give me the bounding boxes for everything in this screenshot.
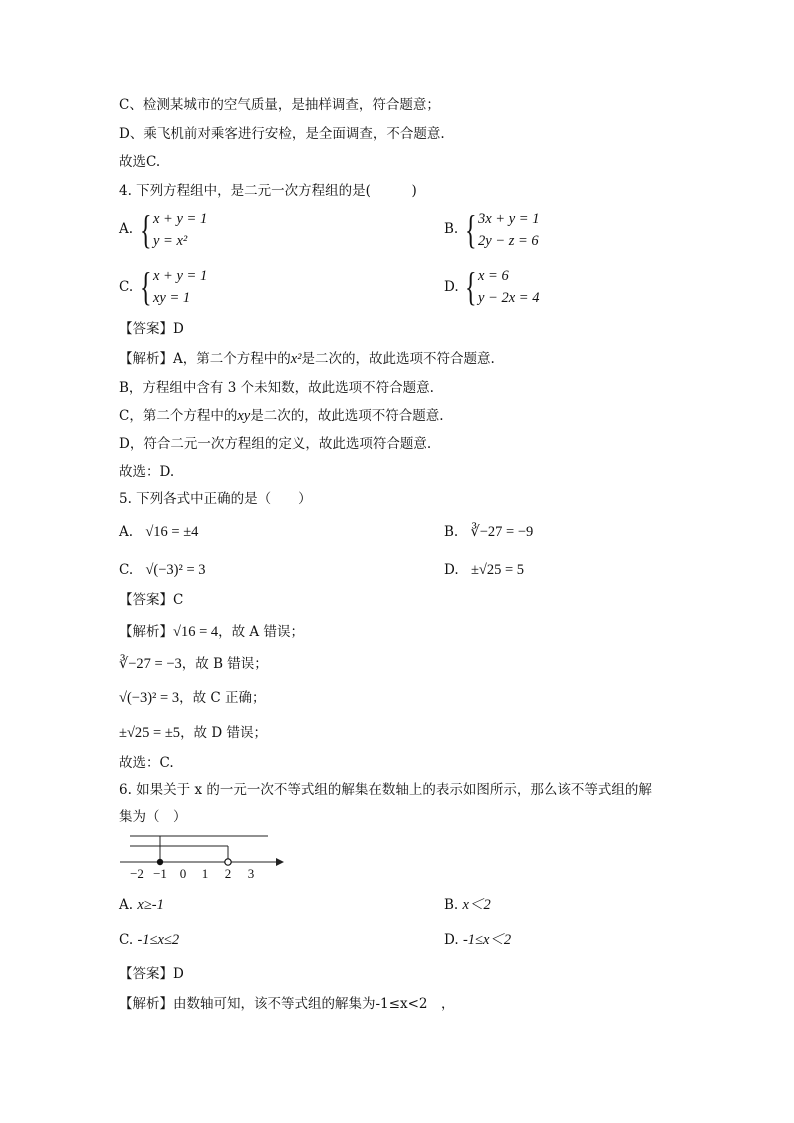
math-expr: ±√25 = 5 [470, 562, 525, 578]
text: 【解析】A，第二个方程中的 [119, 351, 291, 367]
question-6-line1: 6. 如果关于 x 的一元一次不等式组的解集在数轴上的表示如图所示，那么该不等式组的解 [119, 782, 652, 798]
q5-option-a [119, 523, 198, 541]
explanation-4b: B，方程组中含有 3 个未知数，故此选项不符合题意. [119, 380, 434, 396]
math-expr: x＜2 [462, 897, 491, 913]
question-4: 4. 下列方程组中，是二元一次方程组的是( ) [119, 183, 417, 199]
brace-icon: { [465, 264, 477, 309]
math-expr: xy [237, 408, 251, 424]
equation: y = x² [153, 233, 188, 249]
q4-option-c-label: C. [119, 279, 134, 295]
answer-4: 【答案】D [119, 321, 184, 337]
option-label: B. [444, 524, 459, 540]
q6-option-c [119, 931, 179, 949]
q4-option-a-label: A. [119, 221, 134, 237]
math-expr: -1≤x＜2 [462, 932, 512, 948]
brace-icon: { [465, 207, 477, 252]
q6-option-b [444, 896, 491, 914]
brace-icon: { [140, 207, 152, 252]
equation: x + y = 1 [153, 211, 208, 227]
equation: 2y − z = 6 [478, 233, 539, 249]
text-line-d: D、乘飞机前对乘客进行安检，是全面调查，不合题意. [119, 126, 445, 142]
equation: x = 6 [478, 268, 509, 284]
arrow-right-icon [276, 858, 284, 866]
q4-option-d-label: D. [444, 279, 459, 295]
math-expr: √16 = ±4 [145, 524, 199, 540]
explanation-4c [119, 407, 444, 425]
q4-option-b-system [465, 208, 539, 252]
text: ，故 B 错误； [181, 656, 268, 672]
text: 是二次的，故此选项不符合题意. [250, 408, 444, 424]
math-expr: x≥-1 [137, 897, 164, 913]
math-expr: ±√25 = ±5 [119, 725, 181, 741]
explanation-5a [119, 623, 304, 641]
explanation-4-select: 故选：D. [119, 464, 175, 480]
number-line-figure [118, 830, 288, 882]
option-label: D. [444, 562, 459, 578]
equation: xy = 1 [153, 290, 191, 306]
explanation-5d [119, 724, 267, 742]
question-6-line2: 集为（ ） [119, 809, 187, 825]
q4-option-b-label: B. [444, 221, 459, 237]
q4-option-c-system [140, 265, 207, 309]
q4-option-d-system [465, 265, 539, 309]
q4-option-a-system [140, 208, 207, 252]
option-label: D. [444, 932, 459, 948]
text: C，第二个方程中的 [119, 408, 238, 424]
math-expr: √16 = 4 [173, 624, 219, 640]
text: 是二次的，故此选项不符合题意. [301, 351, 495, 367]
tick-label: 2 [224, 866, 232, 881]
text: ，故 D 错误； [180, 725, 267, 741]
option-label: B. [444, 897, 459, 913]
text: ，故 C 正确； [179, 690, 266, 706]
text: 【解析】 [119, 624, 173, 640]
answer-5: 【答案】C [119, 592, 184, 608]
q5-option-d [444, 561, 524, 579]
option-label: C. [119, 562, 134, 578]
option-label: A. [119, 524, 134, 540]
equation: x + y = 1 [153, 268, 208, 284]
math-expr: √(−3)² = 3 [119, 690, 180, 706]
tick-label: −2 [130, 866, 144, 881]
equation: y − 2x = 4 [478, 290, 540, 306]
tick-label: −1 [153, 866, 167, 881]
option-label: C. [119, 932, 134, 948]
explanation-4d: D，符合二元一次方程组的定义，故此选项符合题意. [119, 436, 432, 452]
explanation-5c [119, 689, 266, 707]
math-expr: ∛−27 = −9 [470, 524, 534, 540]
math-expr: √(−3)² = 3 [145, 562, 206, 578]
tick-label: 3 [247, 866, 255, 881]
option-label: A. [119, 897, 134, 913]
q5-option-b [444, 523, 533, 541]
explanation-5-select: 故选：C. [119, 755, 174, 771]
q5-option-c [119, 561, 206, 579]
answer-6: 【答案】D [119, 966, 184, 982]
question-5: 5. 下列各式中正确的是（ ） [119, 491, 312, 507]
q6-option-d [444, 931, 511, 949]
explanation-6: 【解析】由数轴可知，该不等式组的解集为-1≤x<2 ， [119, 996, 455, 1012]
math-expr: x² [290, 351, 302, 367]
tick-label: 1 [201, 866, 209, 881]
math-expr: ∛−27 = −3 [119, 656, 182, 672]
open-point [225, 859, 231, 865]
equation: 3x + y = 1 [478, 211, 540, 227]
brace-icon: { [140, 264, 152, 309]
tick-label: 0 [179, 866, 187, 881]
closed-point [157, 859, 163, 865]
text-conclusion: 故选C. [119, 154, 161, 170]
explanation-4a [119, 350, 495, 368]
q6-option-a [119, 896, 164, 914]
text-line-c: C、检测某城市的空气质量，是抽样调查，符合题意； [119, 97, 440, 113]
math-expr: -1≤x≤2 [137, 932, 180, 948]
text: ，故 A 错误； [218, 624, 304, 640]
explanation-5b [119, 655, 268, 673]
